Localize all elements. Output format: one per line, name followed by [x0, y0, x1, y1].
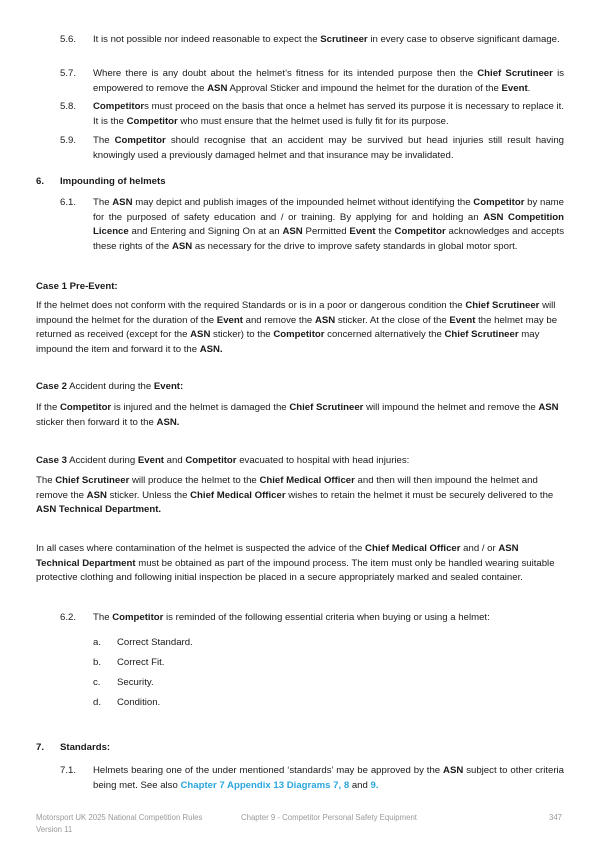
case-3-heading: Case 3 Accident during Event and Competitor evacuated to hospital with head injuries: — [36, 455, 410, 466]
section-heading-7: 7. Standards: — [36, 742, 111, 753]
clause-6-1 — [60, 196, 564, 254]
clause-number: 5.7. — [60, 68, 77, 79]
case-1-heading: Case 1 Pre-Event: — [36, 281, 118, 292]
clause-5-6 — [60, 33, 564, 48]
list-item: a. Correct Standard. — [93, 637, 193, 648]
clause-number: 5.8. — [60, 101, 77, 112]
list-item: d. Condition. — [93, 697, 161, 708]
appendix-link[interactable]: Chapter 7 Appendix 13 Diagrams 7 — [180, 779, 339, 791]
footer-chapter: Chapter 9 - Competitor Personal Safety Equipment — [241, 813, 417, 822]
clause-number: 6.1. — [60, 197, 77, 208]
clause-number: 5.6. — [60, 34, 77, 45]
clause-text: Where there is any doubt about the helmet’s fitness for its intended purpose then the Chief Scrutineer is empowered to remove the ASN Approval Sticker and impound the helmet for the duration of the Event. — [93, 68, 565, 94]
clause-7-1 — [60, 764, 564, 793]
clause-text: Competitors must proceed on the basis that once a helmet has served its purpose it is necessary to replace it. It is the Competitor who must ensure that the helmet used is fully fit for its purpose. — [93, 101, 564, 127]
case-1-text: If the helmet does not conform with the required Standards or is in a poor or dangerous condition the Chief Scrutineer will impound the helmet for the duration of the Event and remove the ASN sticker. At the close of the Event the helmet may be returned as received (except for the ASN sticker) to the Competitor concerned alternatively the Chief Scrutineer may impound the item and forward it to the ASN. — [36, 300, 558, 355]
diagram-9-link[interactable]: 9. — [370, 779, 379, 791]
page-number: 347 — [549, 813, 563, 822]
clause-5-8 — [60, 100, 564, 129]
clause-5-9 — [60, 134, 564, 163]
case-3-text: The Chief Scrutineer will produce the helmet to the Chief Medical Officer and then will then impound the helmet and remove the ASN sticker. Unless the Chief Medical Officer wishes to retain the helmet it must be securely delivered to the ASN Technical Department. — [36, 475, 554, 516]
diagram-8-link[interactable]: 8 — [343, 779, 350, 791]
clause-number: 6.2. — [60, 612, 77, 623]
footer-publication: Motorsport UK 2025 National Competition Rules Version 11 — [36, 813, 203, 834]
list-item: b. Correct Fit. — [93, 657, 165, 668]
clause-6-2 — [60, 611, 564, 626]
all-cases-text: In all cases where contamination of the helmet is suspected the advice of the Chief Medical Officer and / or ASN Technical Department must be obtained as part of the impound process. The item must only be handled wearing suitable protective clothing and following initial inspection be placed in a secure appropriately marked and sealed container. — [36, 543, 555, 584]
clause-5-7 — [60, 67, 564, 96]
clause-text: The ASN may depict and publish images of the impounded helmet without identifying the Competitor by name for the purposed of safety education and / or training. By applying for and holding an ASN Competition Licence and Entering and Signing On at an ASN Permitted Event the Competitor acknowledges and accepts these rights of the ASN as necessary for the drive to improve safety standards in global motor sport. — [93, 197, 565, 252]
case-2-heading: Case 2 Accident during the Event: — [36, 381, 184, 392]
list-item: c. Security. — [93, 677, 154, 688]
section-heading-6: 6. Impounding of helmets — [36, 176, 166, 187]
clause-text: The Competitor should recognise that an accident may be survived but head injuries still result having knowingly used a previously damaged helmet and that insurance may be invalidated. — [93, 135, 564, 161]
clause-text: The Competitor is reminded of the following essential criteria when buying or using a helmet: — [93, 612, 490, 623]
clause-text: It is not possible nor indeed reasonable to expect the Scrutineer in every case to observe significant damage. — [93, 34, 560, 45]
case-2-text: If the Competitor is injured and the helmet is damaged the Chief Scrutineer will impound the helmet and remove the ASN sticker then forward it to the ASN. — [36, 402, 559, 428]
clause-number: 5.9. — [60, 135, 77, 146]
clause-number: 7.1. — [60, 765, 77, 776]
clause-text: Helmets bearing one of the under mentioned ‘standards’ may be approved by the ASN subject to other criteria being met. See also Chapter 7 Appendix 13 Diagrams 7, 8 and 9. — [93, 765, 564, 791]
